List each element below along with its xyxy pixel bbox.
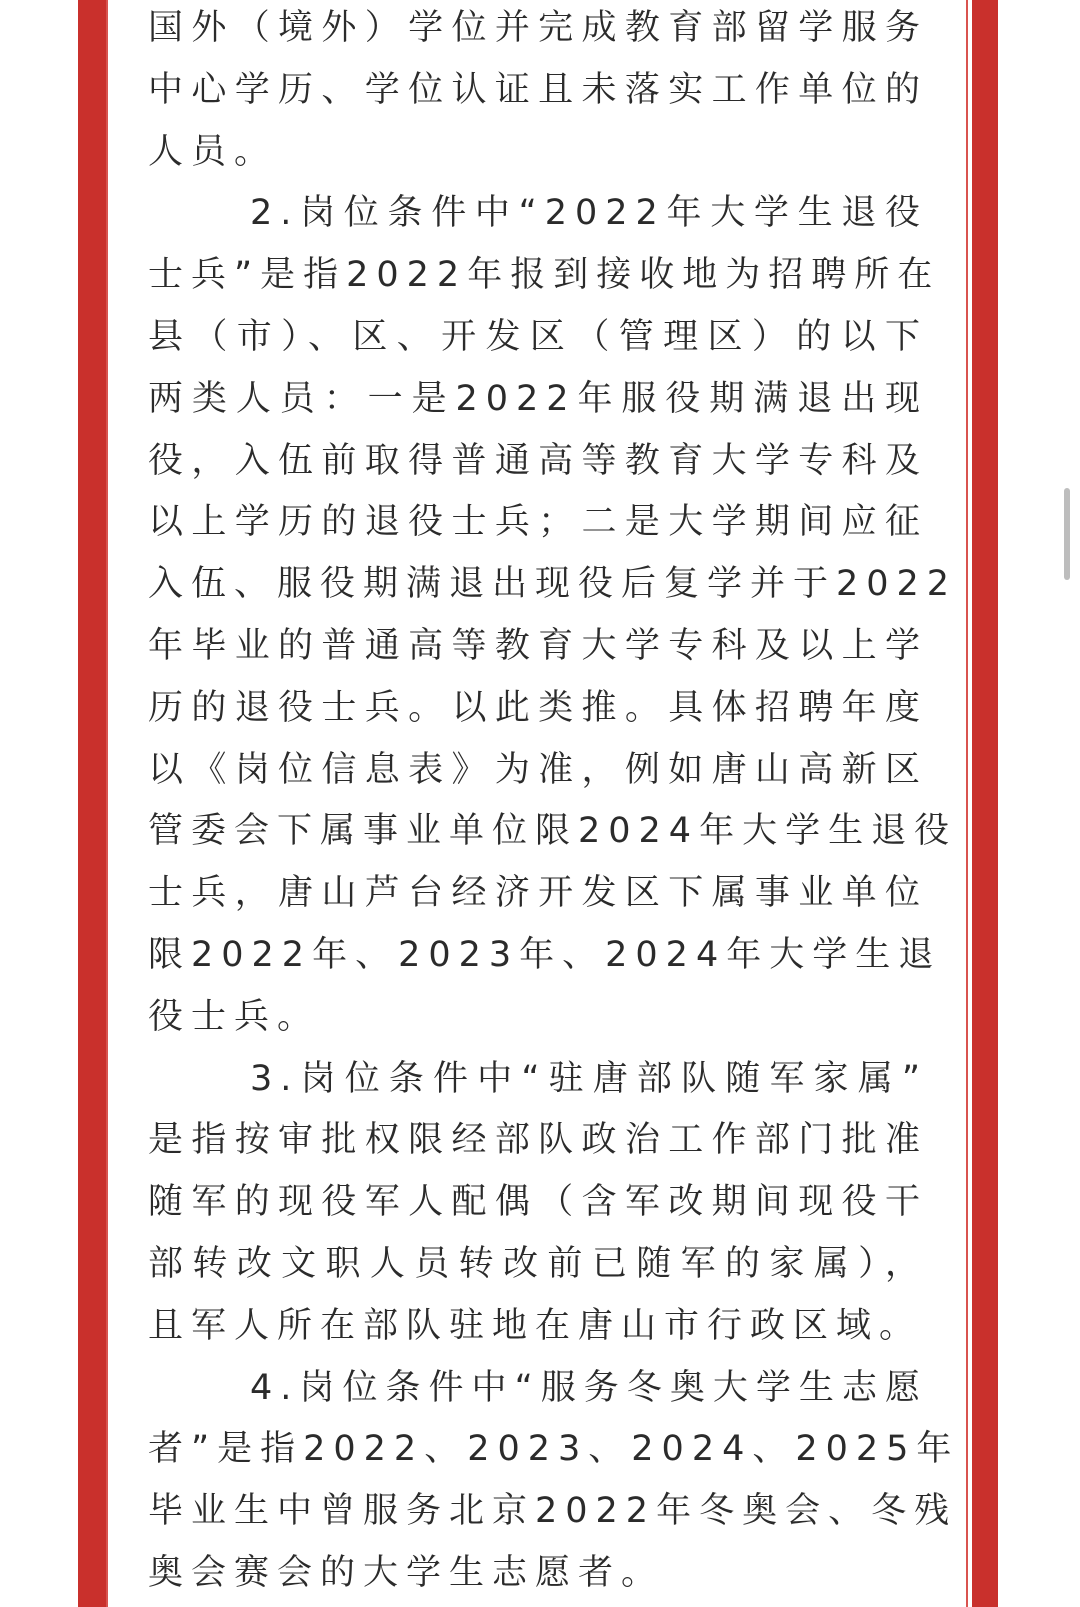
text-line: 士兵”是指2022年报到接收地为招聘所在 <box>148 255 941 296</box>
article-body <box>148 0 960 1605</box>
paragraph-start-line: 2.岗位条件中“2022年大学生退役 <box>250 193 928 234</box>
text-line: 毕业生中曾服务北京2022年冬奥会、冬残 <box>148 1491 958 1532</box>
text-line: 入伍、服役期满退出现役后复学并于2022 <box>148 564 958 605</box>
text-line: 役士兵。 <box>148 996 321 1037</box>
text-line: 人员。 <box>148 131 278 172</box>
text-line: 以《岗位信息表》为准，例如唐山高新区 <box>148 749 928 790</box>
paragraph-start-line: 4.岗位条件中“服务冬奥大学生志愿 <box>250 1367 928 1408</box>
scrollbar-thumb[interactable] <box>1064 488 1070 580</box>
paragraph-start-line: 3.岗位条件中“驻唐部队随军家属” <box>250 1058 928 1099</box>
text-line: 县（市）、区、开发区（管理区）的以下 <box>148 316 928 357</box>
text-line: 历的退役士兵。以此类推。具体招聘年度 <box>148 687 928 728</box>
text-line: 部转改文职人员转改前已随军的家属）， <box>148 1243 928 1284</box>
text-line: 是指按审批权限经部队政治工作部门批准 <box>148 1120 928 1161</box>
text-line: 两类人员：一是2022年服役期满退出现 <box>148 378 928 419</box>
text-line: 者”是指2022、2023、2024、2025年 <box>148 1429 960 1470</box>
text-line: 管委会下属事业单位限2024年大学生退役 <box>148 811 958 852</box>
text-line: 且军人所在部队驻地在唐山市行政区域。 <box>148 1305 923 1346</box>
left-red-border <box>78 0 106 1607</box>
text-line: 限2022年、2023年、2024年大学生退 <box>148 934 942 975</box>
text-line: 奥会赛会的大学生志愿者。 <box>148 1552 665 1593</box>
text-line: 以上学历的退役士兵；二是大学期间应征 <box>148 502 928 543</box>
left-border-line <box>106 0 108 1607</box>
right-red-border <box>972 0 998 1607</box>
text-line: 年毕业的普通高等教育大学专科及以上学 <box>148 625 928 666</box>
text-line: 中心学历、学位认证且未落实工作单位的 <box>148 69 928 110</box>
right-border-line <box>966 0 968 1607</box>
text-line: 役，入伍前取得普通高等教育大学专科及 <box>148 440 928 481</box>
text-line: 国外（境外）学位并完成教育部留学服务 <box>148 8 928 48</box>
text-line: 士兵，唐山芦台经济开发区下属事业单位 <box>148 873 928 914</box>
text-line: 随军的现役军人配偶（含军改期间现役干 <box>148 1182 928 1223</box>
